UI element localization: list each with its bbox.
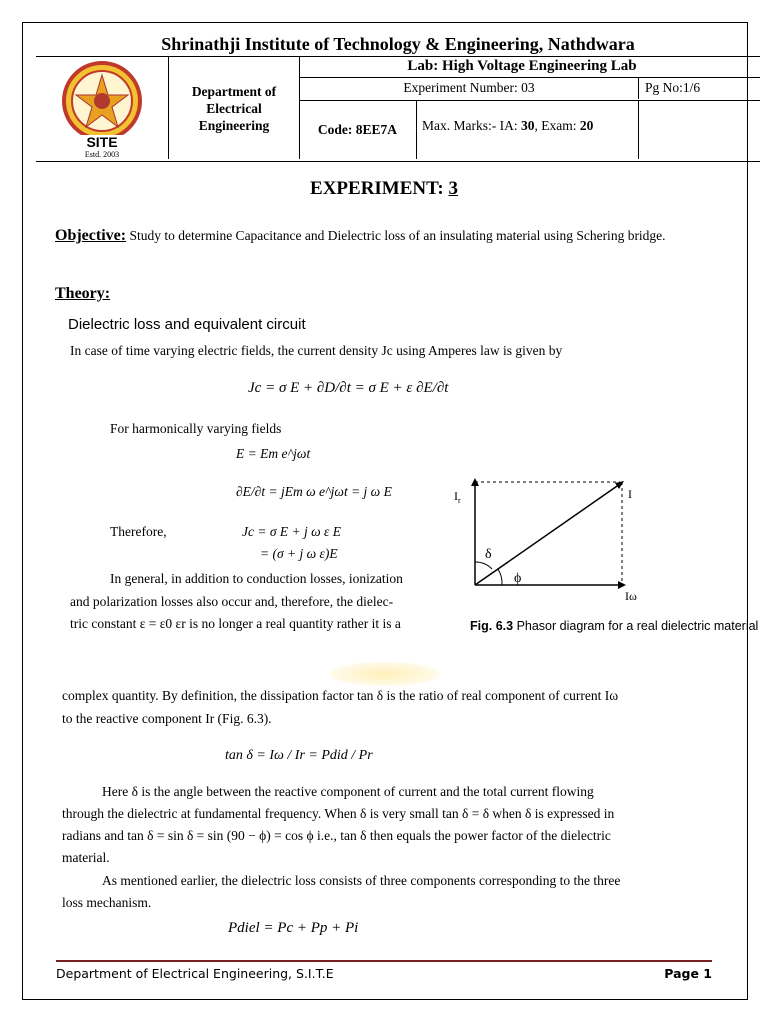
therefore-text: Therefore, xyxy=(110,524,167,539)
lab-name: Lab: High Voltage Engineering Lab xyxy=(407,58,637,74)
equation-p-diel: Pdiel = Pc + Pp + Pi xyxy=(228,920,359,936)
para2-line1: complex quantity. By definition, the dissipation factor tan δ is the ratio of real component of current Iω xyxy=(62,688,619,703)
label-iw: Iω xyxy=(625,589,637,603)
para3-line1: Here δ is the angle between the reactive component of current and the total current flowing xyxy=(102,784,594,799)
experiment-title: EXPERIMENT: 3 xyxy=(310,178,458,199)
section-heading: Dielectric loss and equivalent circuit xyxy=(68,316,306,333)
label-delta: δ xyxy=(485,547,492,562)
footer xyxy=(56,966,712,981)
para4-line1: As mentioned earlier, the dielectric loss consists of three components corresponding to the three xyxy=(102,873,621,888)
department-name: Department of Electrical Engineering xyxy=(191,83,277,133)
para2-line2: to the reactive component Ir (Fig. 6.3). xyxy=(62,711,272,726)
institute-title: Shrinathji Institute of Technology & Engineering, Nathdwara xyxy=(161,34,635,54)
para1-line2: and polarization losses also occur and, therefore, the dielec- xyxy=(70,594,394,609)
department-cell xyxy=(168,57,300,159)
para3-line3: radians and tan δ = sin δ = sin (90 − ϕ) = cos ϕ i.e., tan δ then equals the power factor of the dielectric xyxy=(62,828,611,843)
marks-divider xyxy=(638,100,639,159)
i-phasor xyxy=(475,484,620,585)
objective xyxy=(55,222,715,249)
delta-arc xyxy=(475,562,492,569)
label-i: I xyxy=(628,487,632,501)
para1-line3: tric constant ε = ε0 εr is no longer a real quantity rather it is a xyxy=(70,616,401,631)
equation-tan-delta: tan δ = Iω / Ir = Pdid / Pr xyxy=(225,748,373,763)
logo-name: SITE xyxy=(86,134,118,150)
page-number: Pg No:1/6 xyxy=(638,77,700,99)
phasor-diagram xyxy=(440,470,670,610)
logo-estd: Estd. 2003 xyxy=(84,150,120,159)
course-code: Code: 8EE7A xyxy=(299,100,417,159)
label-ir: $I_r$ xyxy=(454,489,461,505)
section-line1: In case of time varying electric fields, the current density Jc using Amperes law is given by xyxy=(70,343,563,358)
phi-arc xyxy=(498,569,502,585)
para3-line4: material. xyxy=(62,850,110,865)
para1-line1: In general, in addition to conduction losses, ionization xyxy=(110,571,403,586)
equation-jc-2: = (σ + j ω ε)E xyxy=(260,546,338,561)
equation-derivative: ∂E/∂t = jEm ω e^jωt = j ω E xyxy=(236,484,392,499)
equation-current-density: Jc = σ E + ∂D/∂t = σ E + ε ∂E/∂t xyxy=(248,380,449,396)
harmonic-text: For harmonically varying fields xyxy=(110,421,282,436)
objective-label: Objective: xyxy=(55,227,127,244)
para3-line2: through the dielectric at fundamental frequency. When δ is very small tan δ = δ when δ is expressed in xyxy=(62,806,615,821)
para4-line2: loss mechanism. xyxy=(62,895,152,910)
label-phi: ϕ xyxy=(514,571,522,586)
equation-field: E = Em e^jωt xyxy=(236,446,311,461)
equation-jc: Jc = σ E + j ω ε E xyxy=(242,524,341,539)
max-marks: Max. Marks:- IA: 30, Exam: 20 xyxy=(422,118,594,133)
footer-rule xyxy=(56,960,712,962)
footer-department: Department of Electrical Engineering, S.I.T.E xyxy=(56,966,334,981)
footer-page: Page 1 xyxy=(664,966,712,981)
scan-artifact xyxy=(330,662,440,686)
theory-heading: Theory: xyxy=(55,285,111,302)
figure-caption: Fig. 6.3 Phasor diagram for a real dielectric material xyxy=(470,619,759,633)
experiment-number: Experiment Number: 03 xyxy=(403,80,535,95)
objective-text: Study to determine Capacitance and Dielectric loss of an insulating material using Schering bridge. xyxy=(129,228,666,243)
institute-logo xyxy=(36,57,167,159)
